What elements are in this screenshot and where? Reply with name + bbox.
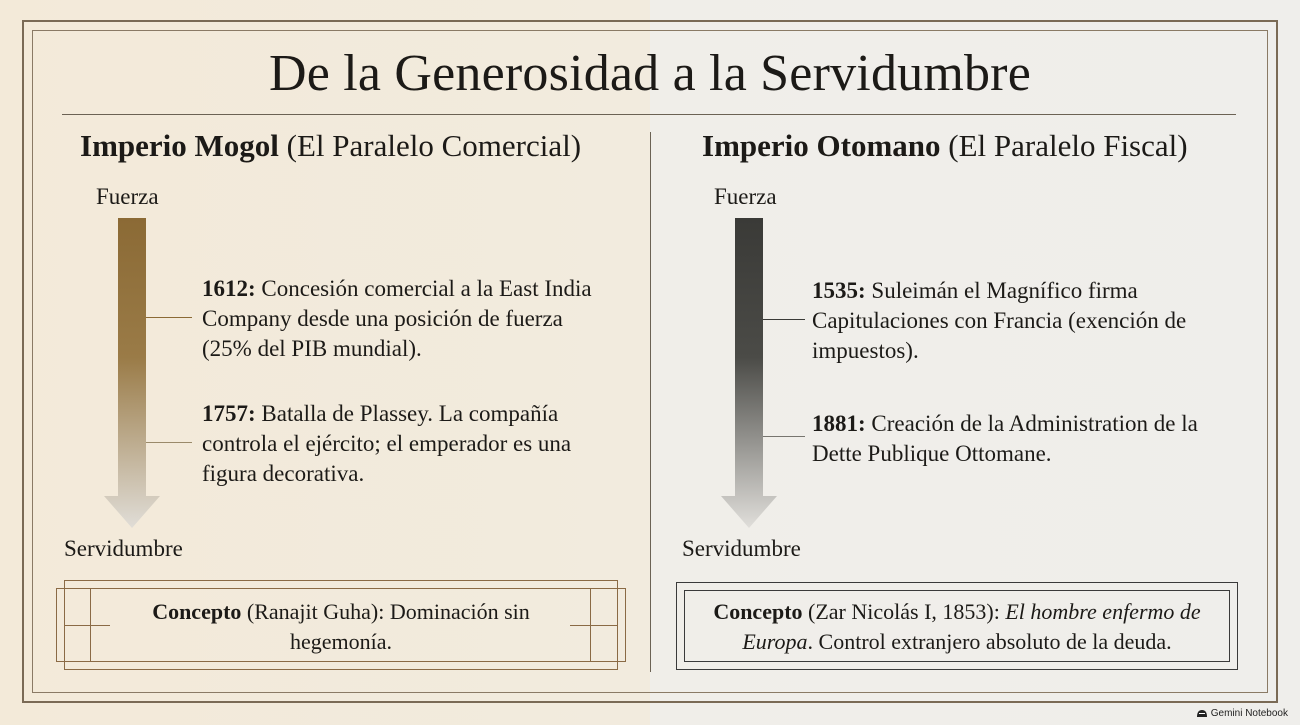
left-tick-1612 [146, 317, 192, 318]
right-concept-body-2: . Control extranjero absoluto de la deuda. [807, 629, 1172, 654]
right-event-1535-year: 1535: [812, 278, 866, 303]
left-heading [80, 128, 581, 164]
right-concept-label: Concepto [713, 599, 803, 624]
right-concept-text [690, 597, 1224, 657]
left-concept-body: (Ranajit Guha): Dominación sin hegemonía. [241, 599, 530, 654]
left-event-1757-year: 1757: [202, 401, 256, 426]
left-concept-text [116, 597, 566, 657]
left-concept-rule-c [64, 625, 110, 626]
right-heading-bold: Imperio Otomano [702, 128, 941, 163]
right-event-1881-text: Creación de la Administration de la Dette Publique Ottomane. [812, 411, 1198, 466]
right-tick-1535 [763, 319, 805, 320]
footer-brand [1196, 708, 1288, 719]
right-axis-top-label: Fuerza [714, 184, 777, 209]
right-force-arrow [717, 218, 781, 530]
left-axis-top-label: Fuerza [96, 184, 159, 209]
left-axis-bottom-label: Servidumbre [64, 536, 183, 561]
right-event-1535 [812, 276, 1232, 366]
gemini-notebook-icon [1196, 709, 1208, 718]
right-concept-body-1: (Zar Nicolás I, 1853): [802, 599, 1006, 624]
right-event-1881 [812, 409, 1232, 469]
right-event-1881-year: 1881: [812, 411, 866, 436]
right-event-1535-text: Suleimán el Magnífico firma Capitulaciones con Francia (exención de impuestos). [812, 278, 1187, 363]
left-heading-rest: (El Paralelo Comercial) [278, 128, 582, 163]
left-concept-rule-d [570, 625, 618, 626]
left-event-1612-text: Concesión comercial a la East India Company desde una posición de fuerza (25% del PIB mundial). [202, 276, 592, 361]
right-tick-1881 [763, 436, 805, 437]
left-force-arrow [100, 218, 164, 530]
page-title: De la Generosidad a la Servidumbre [269, 45, 1031, 102]
left-event-1612-year: 1612: [202, 276, 256, 301]
title-divider [62, 114, 1236, 115]
left-heading-bold: Imperio Mogol [80, 128, 279, 163]
right-concept-italic: El hombre enfermo de Europa [742, 599, 1201, 654]
left-tick-1757 [146, 442, 192, 443]
left-event-1757 [202, 399, 612, 489]
left-event-1757-text: Batalla de Plassey. La compañía controla el ejército; el emperador es una figura decorativa. [202, 401, 572, 486]
right-axis-bottom-label: Servidumbre [682, 536, 801, 561]
right-heading-rest: (El Paralelo Fiscal) [940, 128, 1188, 163]
left-event-1612 [202, 274, 612, 364]
left-concept-label: Concepto [152, 599, 242, 624]
column-divider [650, 132, 651, 672]
right-heading [702, 128, 1188, 164]
footer-brand-label: Gemini Notebook [1210, 708, 1288, 719]
